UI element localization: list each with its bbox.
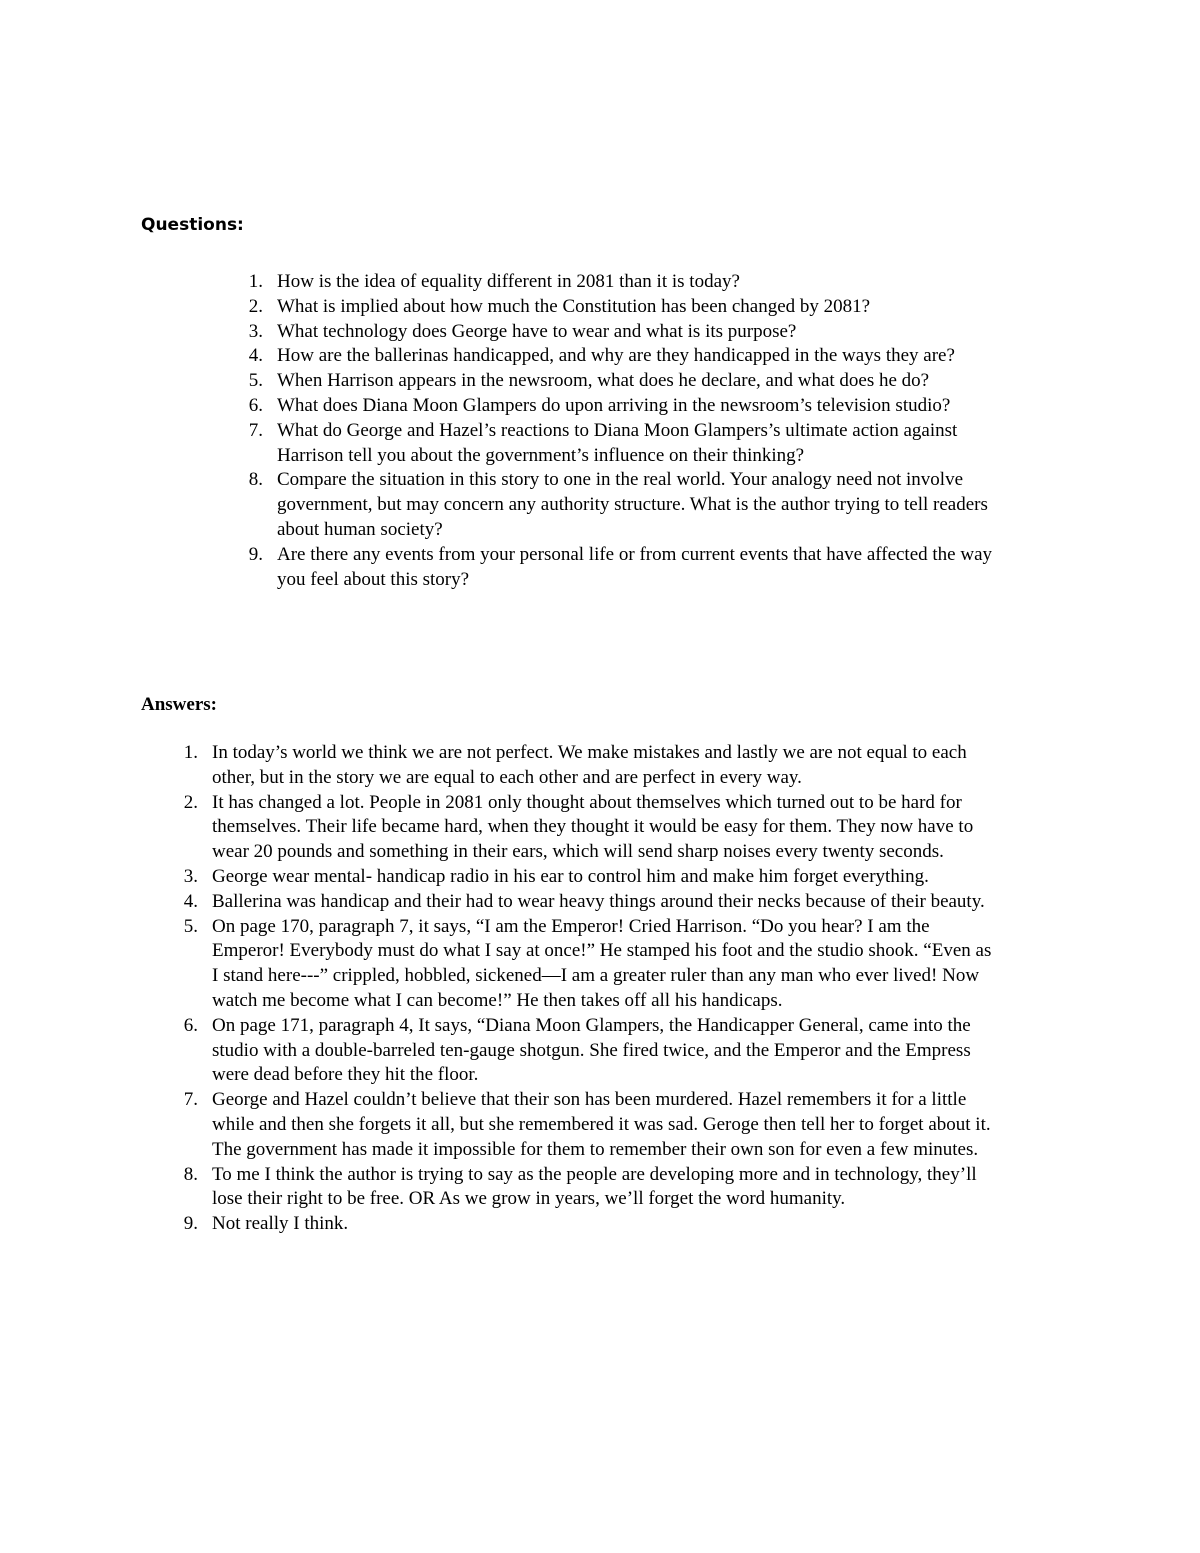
answer-number: 3. bbox=[183, 865, 198, 887]
questions-list bbox=[248, 270, 997, 592]
answer-text: George and Hazel couldn’t believe that their son has been murdered. Hazel remembers it for a little while and then she forgets it all, but she remembered it was sad. Geroge then tell her to forget about it. The government has made it impossible for them to remember their own son for even a few minutes. bbox=[212, 1089, 991, 1160]
answer-text: On page 170, paragraph 7, it says, “I am the Emperor! Cried Harrison. “Do you hear? I am the Emperor! Everybody must do what I say at once!” He stamped his foot and the studio shook. “Even as I stand here---” crippled, hobbled, sickened—I am a greater ruler than any man who ever lived! Now watch me become what I can become!” He then takes off all his handicaps. bbox=[212, 915, 992, 1011]
question-text: When Harrison appears in the newsroom, what does he declare, and what does he do? bbox=[277, 370, 930, 392]
question-number: 2. bbox=[248, 295, 263, 317]
answer-item bbox=[183, 791, 1002, 865]
answer-text: George wear mental- handicap radio in his ear to control him and make him forget everything. bbox=[212, 865, 929, 887]
question-text: What do George and Hazel’s reactions to Diana Moon Glampers’s ultimate action against Harrison tell you about the government’s influence on their thinking? bbox=[277, 419, 958, 466]
answer-number: 4. bbox=[183, 890, 198, 912]
question-text: Are there any events from your personal life or from current events that have affected the way you feel about this story? bbox=[277, 543, 993, 590]
answer-item bbox=[183, 915, 1002, 1014]
answer-number: 2. bbox=[183, 791, 198, 813]
question-item bbox=[248, 394, 997, 419]
question-item bbox=[248, 320, 997, 345]
question-number: 8. bbox=[248, 469, 263, 491]
answer-item bbox=[183, 890, 1002, 915]
answer-item bbox=[183, 741, 1002, 791]
question-number: 6. bbox=[248, 394, 263, 416]
answer-number: 6. bbox=[183, 1014, 198, 1036]
question-text: How is the idea of equality different in 2081 than it is today? bbox=[277, 271, 740, 292]
question-text: What technology does George have to wear and what is its purpose? bbox=[277, 320, 797, 342]
answer-text: To me I think the author is trying to say as the people are developing more and in technology, they’ll lose their right to be free. OR As we grow in years, we’ll forget the word humanity. bbox=[212, 1163, 977, 1210]
answer-number: 1. bbox=[183, 742, 198, 763]
question-item bbox=[248, 295, 997, 320]
question-number: 7. bbox=[248, 419, 263, 441]
question-text: Compare the situation in this story to one in the real world. Your analogy need not involve government, but may concern any authority structure. What is the author trying to tell readers about human society? bbox=[277, 469, 988, 540]
question-item bbox=[248, 369, 997, 394]
answer-item bbox=[183, 1212, 1002, 1237]
question-item bbox=[248, 543, 997, 593]
answer-text: In today’s world we think we are not perfect. We make mistakes and lastly we are not equal to each other, but in the story we are equal to each other and are perfect in every way. bbox=[212, 742, 967, 788]
question-number: 3. bbox=[248, 320, 263, 342]
question-item bbox=[248, 419, 997, 469]
answer-text: Ballerina was handicap and their had to wear heavy things around their necks because of their beauty. bbox=[212, 890, 985, 912]
answer-item bbox=[183, 865, 1002, 890]
answer-item bbox=[183, 1163, 1002, 1213]
question-text: What is implied about how much the Constitution has been changed by 2081? bbox=[277, 295, 871, 317]
question-item bbox=[248, 468, 997, 542]
question-number: 1. bbox=[248, 271, 263, 292]
answer-item bbox=[183, 1088, 1002, 1162]
question-item bbox=[248, 270, 997, 295]
answer-item bbox=[183, 1014, 1002, 1088]
question-item bbox=[248, 344, 997, 369]
answer-number: 9. bbox=[183, 1213, 198, 1235]
answers-heading: Answers: bbox=[141, 694, 217, 715]
answer-number: 8. bbox=[183, 1163, 198, 1185]
answer-number: 5. bbox=[183, 915, 198, 937]
answers-list bbox=[183, 741, 1002, 1237]
question-text: What does Diana Moon Glampers do upon arriving in the newsroom’s television studio? bbox=[277, 394, 951, 416]
answer-text: It has changed a lot. People in 2081 only thought about themselves which turned out to be hard for themselves. Their life became hard, when they thought it would be easy for them. They now have to wear 20 pounds and something in their ears, which will send sharp noises every twenty seconds. bbox=[212, 791, 974, 863]
questions-heading: Questions: bbox=[141, 215, 244, 235]
question-number: 4. bbox=[248, 345, 263, 367]
question-text: How are the ballerinas handicapped, and why are they handicapped in the ways they are? bbox=[277, 345, 955, 367]
answer-number: 7. bbox=[183, 1089, 198, 1111]
answer-text: Not really I think. bbox=[212, 1213, 349, 1235]
answer-text: On page 171, paragraph 4, It says, “Diana Moon Glampers, the Handicapper General, came into the studio with a double-barreled ten-gauge shotgun. She fired twice, and the Emperor and the Empress were dead before they hit the floor. bbox=[212, 1014, 971, 1086]
question-number: 5. bbox=[248, 370, 263, 392]
question-number: 9. bbox=[248, 543, 263, 565]
